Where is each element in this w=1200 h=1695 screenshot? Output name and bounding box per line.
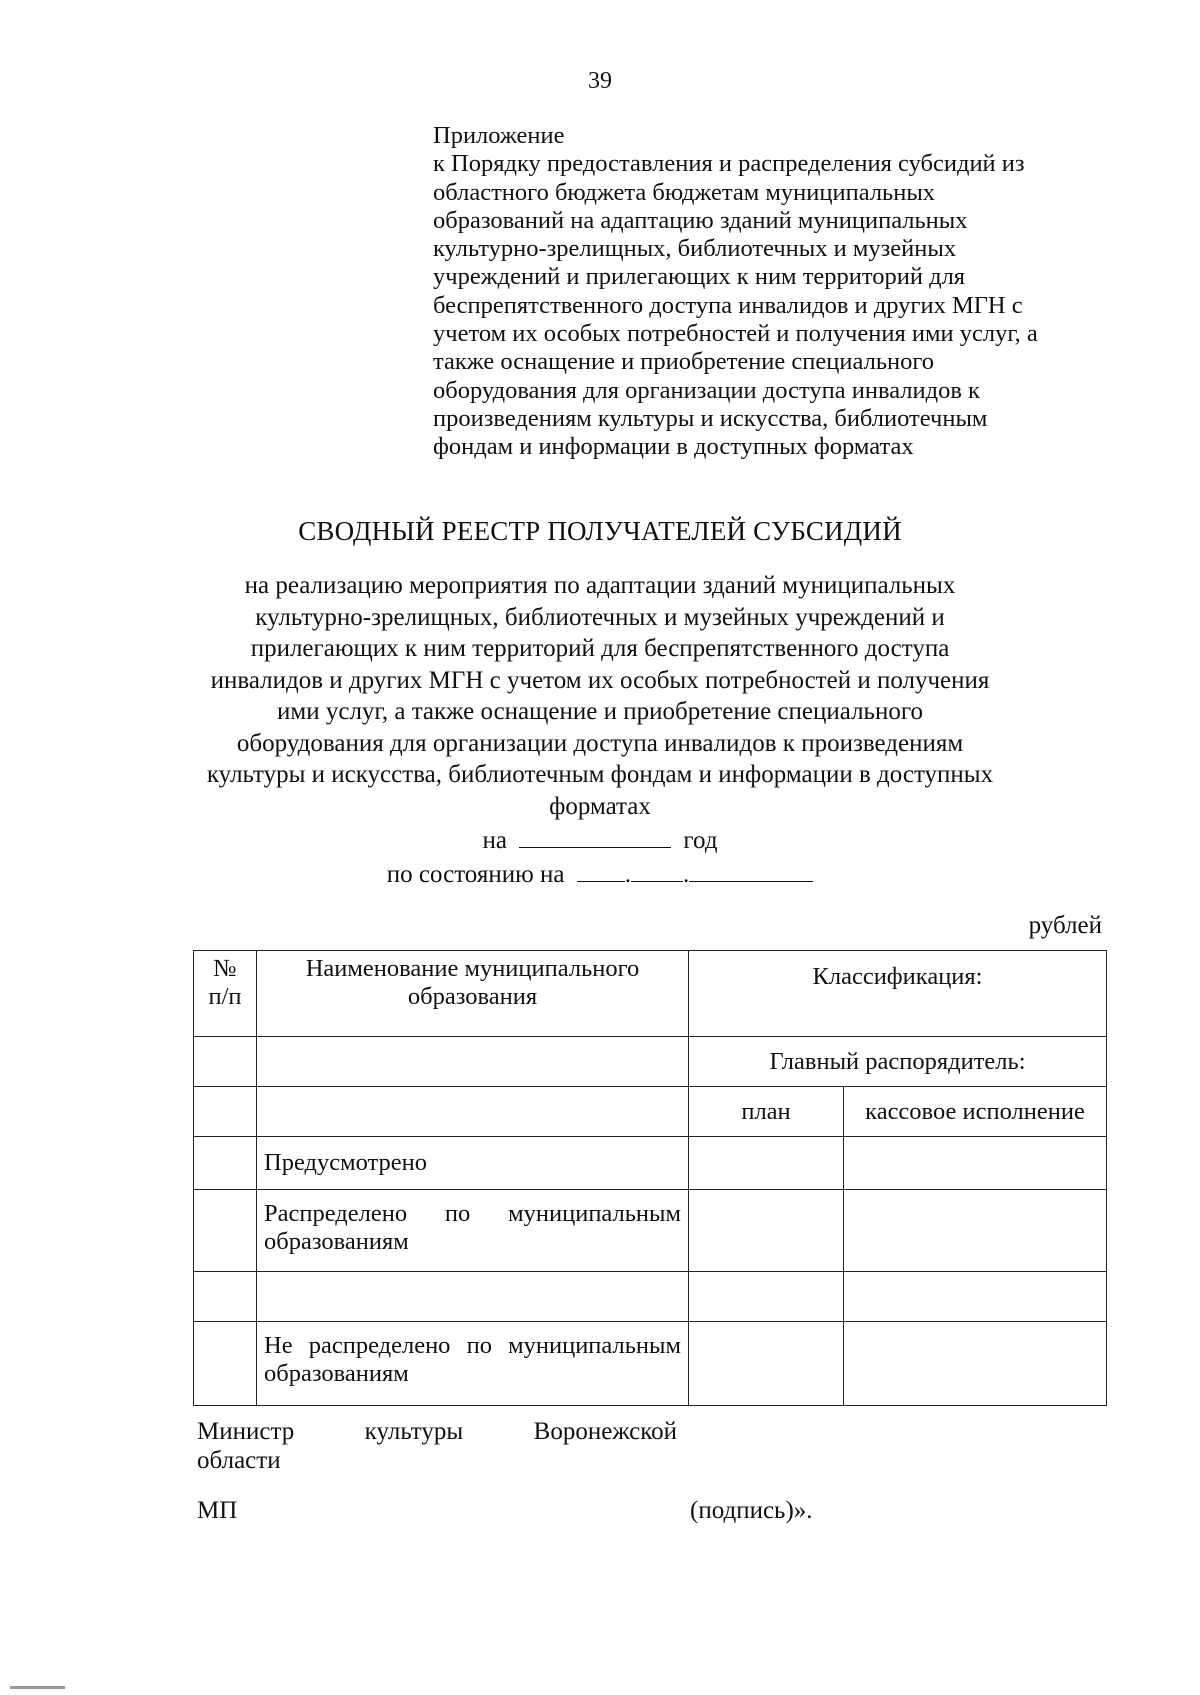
header-cash-execution: кассовое исполнение xyxy=(844,1087,1107,1137)
scan-margin-mark xyxy=(10,1686,65,1689)
subtitle-line: оборудования для организации доступа инвалидов к произведениям xyxy=(236,729,964,757)
table-row xyxy=(194,1137,1107,1190)
subtitle-line: на реализацию мероприятия по адаптации зданий муниципальных xyxy=(244,572,956,599)
minister-title: Министр культуры Воронежской xyxy=(197,1418,677,1445)
table-cell xyxy=(689,1322,844,1406)
subtitle-line: ими услуг, а также оснащение и приобретение специального xyxy=(277,698,923,725)
minister-block xyxy=(197,1417,677,1475)
document-subtitle xyxy=(150,570,1050,822)
table-header-row xyxy=(194,1037,1107,1087)
appendix-line: фондам и информации в доступных форматах xyxy=(433,433,914,461)
table-cell xyxy=(194,1272,257,1322)
table-row xyxy=(194,1322,1107,1406)
registry-table xyxy=(193,950,1107,1406)
appendix-line: Приложение xyxy=(433,122,565,149)
year-blank xyxy=(519,825,671,848)
page-number: 39 xyxy=(588,68,612,94)
table-cell xyxy=(844,1190,1107,1272)
appendix-line: также оснащение и приобретение специального xyxy=(433,348,935,376)
subtitle-line: инвалидов и других МГН с учетом их особых потребностей и получения xyxy=(210,666,990,694)
year-line xyxy=(0,825,1200,855)
year-suffix: год xyxy=(683,827,718,854)
signature-place: (подпись)». xyxy=(690,1497,813,1524)
subtitle-line: прилегающих к ним территорий для беспрепятственного доступа xyxy=(250,635,950,662)
table-cell xyxy=(844,1272,1107,1322)
table-cell xyxy=(689,1272,844,1322)
appendix-line: образований на адаптацию зданий муниципальных xyxy=(433,206,968,234)
year-date-blank xyxy=(689,859,813,882)
header-municipality-name: Наименование муниципального образования xyxy=(257,951,689,1037)
table-row xyxy=(194,1190,1107,1272)
header-plan: план xyxy=(689,1087,844,1137)
table-header-row xyxy=(194,1087,1107,1137)
state-date-line xyxy=(0,859,1200,889)
appendix-line: к Порядку предоставления и распределения субсидий из xyxy=(433,150,1025,178)
date-separator: . xyxy=(682,861,690,888)
row-label: Предусмотрено xyxy=(257,1137,689,1190)
header-number: № п/п xyxy=(194,951,257,1037)
day-blank xyxy=(577,859,625,882)
subtitle-line: культуры и искусства, библиотечным фондам и информации в доступных xyxy=(206,761,994,788)
appendix-block xyxy=(433,122,1133,462)
table-header-row xyxy=(194,951,1107,1037)
header-classification: Классификация: xyxy=(689,951,1107,1037)
appendix-line: беспрепятственного доступа инвалидов и других МГН с xyxy=(433,291,1023,319)
table-cell xyxy=(689,1137,844,1190)
table-cell xyxy=(194,1037,257,1087)
subtitle-line: культурно-зрелищных, библиотечных и музейных учреждений и xyxy=(255,603,945,631)
subtitle-line: форматах xyxy=(549,792,651,820)
row-label: Не распределено по муниципальным образованиям xyxy=(257,1322,689,1406)
header-main-manager: Главный распорядитель: xyxy=(689,1037,1107,1087)
appendix-line: учетом их особых потребностей и получения ими услуг, а xyxy=(433,320,1038,348)
table-cell xyxy=(194,1087,257,1137)
appendix-line: областного бюджета бюджетам муниципальных xyxy=(433,178,936,206)
unit-label: рублей xyxy=(1028,912,1102,939)
row-label xyxy=(257,1272,689,1322)
stamp-place: МП xyxy=(197,1497,238,1524)
year-prefix: на xyxy=(482,827,507,854)
document-title: СВОДНЫЙ РЕЕСТР ПОЛУЧАТЕЛЕЙ СУБСИДИЙ xyxy=(298,516,902,546)
table-cell xyxy=(844,1137,1107,1190)
row-label: Распределено по муниципальным образованиям xyxy=(257,1190,689,1272)
table-cell xyxy=(844,1322,1107,1406)
table-cell xyxy=(194,1322,257,1406)
appendix-line: произведениям культуры и искусства, библиотечным xyxy=(433,404,988,432)
table-cell xyxy=(689,1190,844,1272)
table-cell xyxy=(257,1037,689,1087)
month-blank xyxy=(631,859,683,882)
appendix-line: культурно-зрелищных, библиотечных и музейных xyxy=(433,235,957,263)
table-cell xyxy=(194,1137,257,1190)
date-separator: . xyxy=(624,861,631,888)
appendix-line: оборудования для организации доступа инвалидов к xyxy=(433,376,980,404)
minister-title-cont: области xyxy=(197,1447,281,1474)
table-cell xyxy=(257,1087,689,1137)
appendix-line: учреждений и прилегающих к ним территорий для xyxy=(433,263,966,291)
state-prefix: по состоянию на xyxy=(386,861,565,888)
table-row xyxy=(194,1272,1107,1322)
table-cell xyxy=(194,1190,257,1272)
